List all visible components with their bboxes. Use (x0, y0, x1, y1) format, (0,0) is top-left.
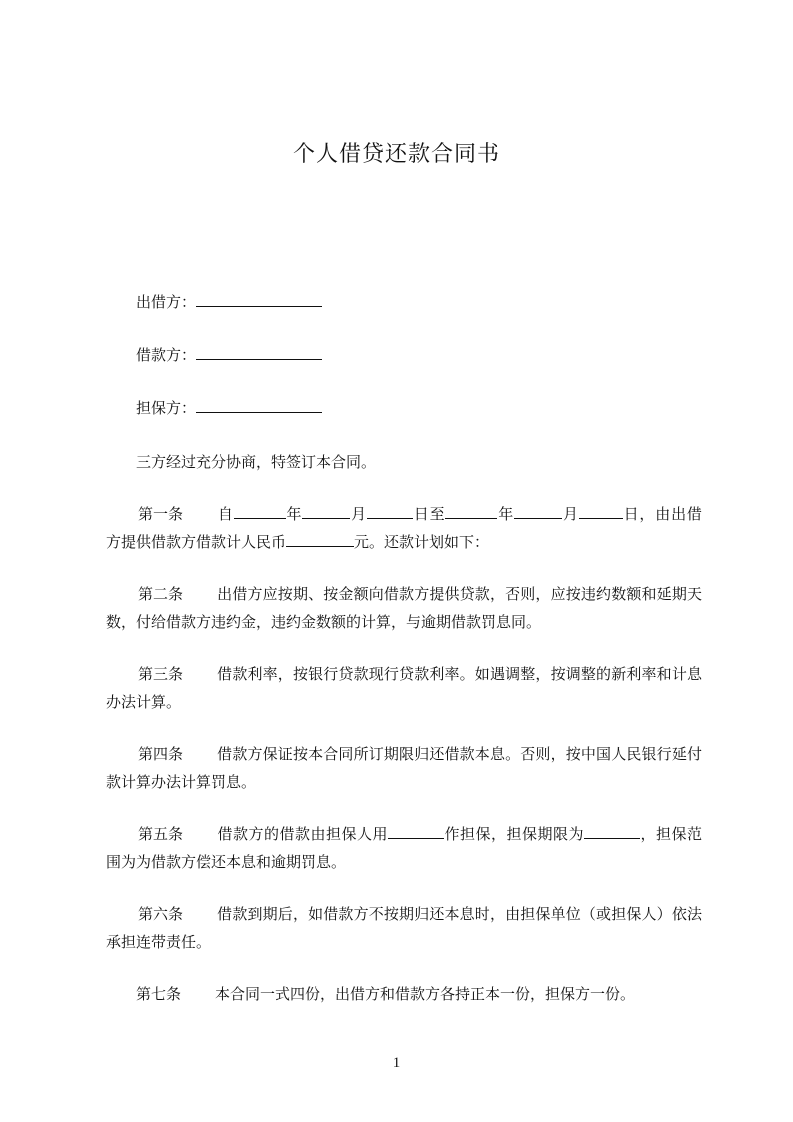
article-7 (136, 984, 635, 1004)
party-lender-label: 出借方： (136, 293, 197, 311)
article-4-text: 借款方保证按本合同所订期限归还借款本息。否则，按中国人民银行延付款计算办法计算罚息。 (106, 745, 702, 791)
article-5-text-a: 借款方的借款由担保人用 (217, 825, 388, 843)
blank-collateral[interactable] (388, 824, 444, 839)
article-1-text-year2: 年 (497, 505, 515, 523)
article-1-text-from: 自 (217, 505, 234, 523)
article-6 (106, 900, 702, 956)
blank-end-year[interactable] (445, 504, 497, 519)
article-1-text-day-to: 日至 (412, 505, 446, 523)
blank-end-day[interactable] (579, 504, 623, 519)
article-2-text: 出借方应按期、按金额向借款方提供贷款，否则，应按违约数额和延期天数，付给借款方违约金，违约金数额的计算，与逾期借款罚息同。 (106, 585, 702, 631)
blank-start-month[interactable] (302, 504, 350, 519)
article-1-text-month2: 月 (562, 505, 579, 523)
party-guarantor (136, 398, 322, 418)
article-6-text: 借款到期后，如借款方不按期归还本息时，由担保单位（或担保人）依法承担连带责任。 (106, 905, 702, 951)
blank-start-year[interactable] (234, 504, 286, 519)
article-2-heading: 第二条 (138, 585, 184, 603)
party-borrower-label: 借款方： (136, 346, 197, 364)
intro-text: 三方经过充分协商，特签订本合同。 (136, 453, 377, 471)
party-guarantor-blank[interactable] (196, 399, 322, 413)
article-5-heading: 第五条 (138, 825, 184, 843)
article-6-heading: 第六条 (138, 905, 184, 923)
document-title: 个人借贷还款合同书 (292, 142, 500, 167)
article-1-text-yuan: 元。还款计划如下： (354, 533, 490, 551)
blank-end-month[interactable] (514, 504, 562, 519)
blank-amount[interactable] (286, 532, 354, 547)
article-5-text-c: ，担保范围为为借款方偿还本息和逾期罚息。 (106, 825, 702, 871)
article-1-heading: 第一条 (138, 505, 184, 523)
blank-guarantee-period[interactable] (584, 824, 640, 839)
article-4 (106, 740, 702, 796)
article-2 (106, 580, 702, 636)
article-7-heading: 第七条 (136, 985, 182, 1003)
page-number: 1 (392, 1055, 401, 1071)
article-5-text-b: 作担保，担保期限为 (444, 825, 584, 843)
article-4-heading: 第四条 (138, 745, 184, 763)
article-1 (106, 500, 702, 556)
article-1-text-month: 月 (350, 505, 367, 523)
party-lender-blank[interactable] (196, 293, 322, 307)
article-3 (106, 660, 702, 716)
article-3-text: 借款利率，按银行贷款现行贷款利率。如遇调整，按调整的新利率和计息办法计算。 (106, 665, 702, 711)
article-5 (106, 820, 702, 876)
blank-start-day[interactable] (367, 504, 413, 519)
party-borrower (136, 345, 322, 365)
party-borrower-blank[interactable] (196, 346, 322, 360)
party-lender (136, 292, 322, 312)
article-7-text: 本合同一式四份，出借方和借款方各持正本一份，担保方一份。 (215, 985, 636, 1003)
article-1-text-year: 年 (285, 505, 303, 523)
party-guarantor-label: 担保方： (136, 399, 197, 417)
article-1-text-amount: 日，由出借方提供借款方借款计人民币 (106, 505, 702, 551)
article-3-heading: 第三条 (138, 665, 184, 683)
